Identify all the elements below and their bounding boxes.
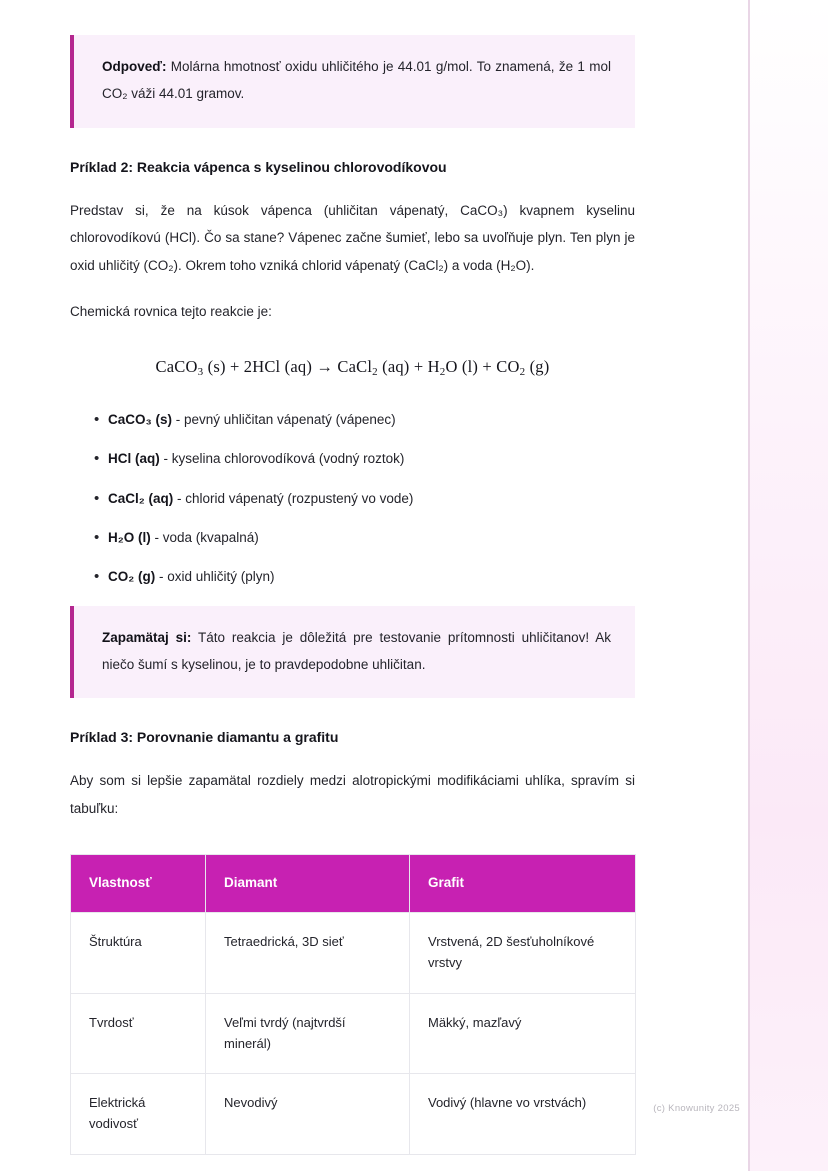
callout-answer <box>70 35 635 128</box>
list-item-desc: - oxid uhličitý (plyn) <box>155 569 275 585</box>
table-cell: Vrstvená, 2D šesťuholníkové vrstvy <box>410 913 636 994</box>
page-side-gradient <box>748 0 828 1171</box>
table-header-row <box>71 855 636 913</box>
table-cell: Nevodivý <box>206 1074 410 1155</box>
table-row <box>71 993 636 1074</box>
list-item-term: HCl (aq) <box>108 451 160 467</box>
table-row <box>71 1074 636 1155</box>
table-cell: Tvrdosť <box>71 993 206 1074</box>
list-item <box>94 528 635 548</box>
callout-answer-text <box>102 53 611 107</box>
paragraph-limestone-reaction: Predstav si, že na kúsok vápenca (uhličitan vápenatý, CaCO₃) kvapnem kyselinu chlorovodíkovú (HCl). Čo sa stane? Vápenec začne šumieť, lebo sa uvoľňuje plyn. Ten plyn je oxid uhličitý (CO₂). Okrem toho vzniká chlorid vápenatý (CaCl₂) a voda (H₂O). <box>70 202 635 273</box>
table-row <box>71 913 636 994</box>
list-item <box>94 489 635 509</box>
callout-remember-body: Táto reakcia je dôležitá pre testovanie prítomnosti uhličitanov! Ak niečo šumí s kyselinou, je to pravdepodobne uhličitan. <box>102 630 611 673</box>
list-item-desc: - chlorid vápenatý (rozpustený vo vode) <box>173 490 414 506</box>
chemical-equation: CaCO$_3$ (s) + 2HCl (aq) → CaCl$_2$ $(aq) + H_2O$ $(l) + CO_2$ (g) <box>155 357 550 379</box>
list-item-term: CaCO₃ (s) <box>108 412 172 428</box>
table-header-cell: Grafit <box>410 855 636 913</box>
list-item <box>94 567 635 587</box>
heading-example-3: Príklad 3: Porovnanie diamantu a grafitu <box>70 729 339 746</box>
list-item-desc: - kyselina chlorovodíková (vodný roztok) <box>159 451 405 467</box>
list-item-desc: - voda (kvapalná) <box>150 529 259 545</box>
callout-answer-label: Odpoveď: <box>102 59 167 74</box>
table-header-cell: Diamant <box>206 855 410 913</box>
footer-credit: (c) Knowunity 2025 <box>653 1103 740 1114</box>
table-cell: Elektrická vodivosť <box>71 1074 206 1155</box>
heading-example-2: Príklad 2: Reakcia vápenca s kyselinou chlorovodíkovou <box>70 159 447 175</box>
callout-answer-body: Molárna hmotnosť oxidu uhličitého je 44.01 g/mol. To znamená, že 1 mol CO₂ váži 44.01 gramov. <box>102 59 611 101</box>
table-cell: Vodivý (hlavne vo vrstvách) <box>410 1074 636 1155</box>
comparison-table <box>70 854 636 1155</box>
list-item-term: CO₂ (g) <box>108 569 156 585</box>
table-header-cell: Vlastnosť <box>71 855 206 913</box>
paragraph-table-intro: Aby som si lepšie zapamätal rozdiely medzi alotropickými modifikáciami uhlíka, spravím si tabuľku: <box>70 772 635 816</box>
list-item-term: H₂O (l) <box>108 529 151 545</box>
table-cell: Tetraedrická, 3D sieť <box>206 913 410 994</box>
table-cell: Mäkký, mazľavý <box>410 993 636 1074</box>
list-item <box>94 410 635 430</box>
document-content <box>70 0 635 1155</box>
page-edge-divider <box>748 0 750 1171</box>
table-cell: Štruktúra <box>71 913 206 994</box>
species-list <box>70 410 635 587</box>
list-item-term: CaCl₂ (aq) <box>108 490 174 506</box>
paragraph-equation-intro: Chemická rovnica tejto reakcie je: <box>70 303 272 319</box>
list-item <box>94 449 635 469</box>
callout-remember <box>70 606 635 698</box>
table-cell: Veľmi tvrdý (najtvrdší minerál) <box>206 993 410 1074</box>
callout-remember-text <box>102 624 611 678</box>
callout-remember-label: Zapamätaj si: <box>102 630 192 646</box>
list-item-desc: - pevný uhličitan vápenatý (vápenec) <box>172 412 396 428</box>
